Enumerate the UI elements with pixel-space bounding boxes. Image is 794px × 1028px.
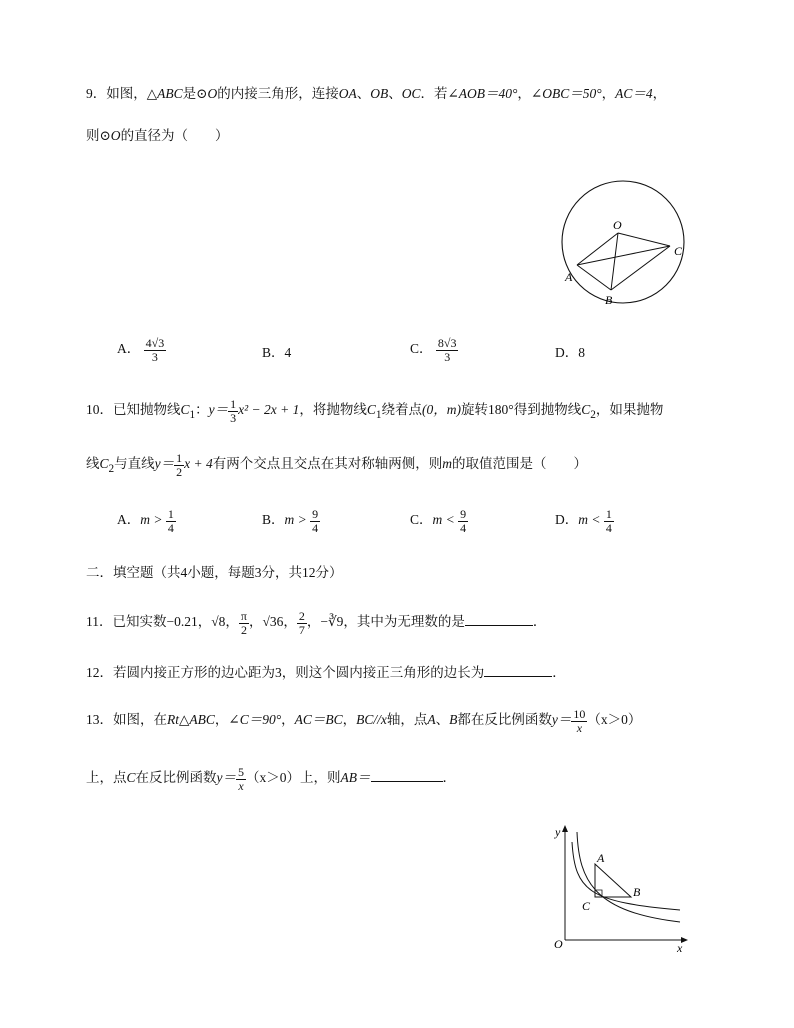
numerator: 8√3: [437, 336, 457, 350]
q13-label-x: x: [677, 941, 683, 955]
q9-text: ．若: [420, 86, 448, 101]
q9-segment-oa: [577, 233, 618, 265]
q10-option-b-fraction: [310, 508, 320, 534]
q9-label-b: B: [605, 293, 613, 307]
numerator: π: [240, 609, 247, 623]
q11-sep: ，: [248, 614, 263, 630]
q10-option-c-fraction: [458, 508, 468, 534]
q9-option-a: [117, 337, 166, 363]
q13-point-c: C: [126, 770, 136, 786]
q10-c2: C: [99, 456, 109, 472]
numerator: 9: [312, 507, 319, 521]
q13-number: 13．: [86, 712, 113, 728]
q9-label-o: O: [613, 218, 622, 232]
q10-y: y＝: [154, 456, 175, 472]
q9-option-d-letter: D．: [555, 345, 579, 360]
q12-end: ．: [552, 665, 566, 680]
q9-text: 的内接三角形，连接: [217, 86, 339, 101]
q13-sep: ，: [342, 712, 357, 728]
q13-answer-blank[interactable]: [371, 769, 443, 782]
section-heading-fill-in: 二．填空题（共4小题，每题3分，共12分）: [86, 565, 343, 580]
q10-text: 已知抛物线: [113, 402, 181, 418]
q9-segment-ob: [611, 233, 618, 290]
q13-fraction-10-x: [571, 708, 587, 734]
q10-point: (0，m): [422, 402, 462, 418]
q9-text: 的直径为（ ）: [120, 128, 229, 143]
q10-text: 绕着点: [381, 402, 423, 418]
q13-condition: （x＞0）: [587, 712, 642, 728]
q13-text: 轴，点: [386, 712, 428, 728]
q9-option-d: [555, 345, 585, 362]
q13-label-a: A: [597, 851, 605, 865]
q10-text: 线: [86, 456, 100, 472]
q13-text: 在反比例函数: [135, 770, 217, 786]
denominator: x: [236, 779, 246, 793]
q10-option-c-letter: C．: [410, 512, 433, 528]
denominator: 3: [230, 410, 237, 425]
q13-sep: 、: [435, 712, 450, 728]
q10-option-a-letter: A．: [117, 512, 141, 528]
q12-answer-blank[interactable]: [484, 664, 552, 677]
q11-sep: ，: [225, 614, 239, 630]
q9-oa: OA: [338, 86, 357, 101]
q9-circle-o: ⊙O: [196, 86, 218, 101]
numerator: 1: [167, 507, 174, 521]
q11-end: ．: [532, 614, 547, 630]
q10-option-a-relation: m >: [140, 512, 163, 528]
q9-label-a: A: [565, 270, 573, 284]
q9-text: 则: [86, 128, 100, 143]
q13-point-b: B: [449, 712, 458, 728]
q9-segment-oc: [618, 233, 670, 246]
q9-sep: ，: [601, 86, 616, 101]
q11-number: 11．: [86, 614, 113, 630]
q13-end: ．: [442, 770, 457, 786]
q9-sep: 、: [356, 86, 371, 101]
q13-right-triangle: Rt△ABC: [167, 712, 215, 728]
q9-angle-aob: ∠AOB＝40°: [447, 86, 518, 101]
q11-text: 已知实数−0.21，: [112, 614, 212, 630]
q9-line2: [86, 128, 229, 145]
q13-label-y: y: [555, 825, 561, 839]
q11-sep: ，: [283, 614, 297, 630]
q9-option-b-letter: B．: [262, 345, 285, 360]
q13-angle-c: ∠C＝90°: [228, 712, 282, 728]
denominator: 7: [298, 622, 305, 637]
q13-graph-figure: [535, 822, 695, 957]
denominator: 2: [176, 464, 183, 479]
q12-text: 若圆内接正方形的边心距为3，则这个圆内接正三角形的边长为: [113, 665, 485, 680]
q10-text: ，如果抛物: [595, 402, 664, 418]
q9-option-d-value: 8: [578, 345, 585, 360]
q11-line: [86, 610, 546, 636]
q10-text: 的取值范围是（ ）: [452, 456, 587, 472]
q9-option-a-letter: A．: [117, 341, 141, 357]
q10-y: y＝: [208, 402, 229, 418]
q9-sep: ，: [517, 86, 531, 101]
q9-segment-ac: [577, 246, 670, 265]
q10-c2: C: [581, 402, 591, 418]
q10-option-b: [262, 508, 320, 534]
q10-fraction-1-2: [174, 452, 184, 478]
q13-text: 如图，在: [113, 712, 167, 728]
denominator: 3: [436, 350, 459, 364]
q13-text: 上，点: [86, 770, 127, 786]
q10-c1-sub: 1: [189, 408, 196, 421]
q9-abc: ABC: [157, 86, 183, 101]
q10-option-d: [555, 508, 614, 534]
q9-circle-o: ⊙O: [99, 128, 121, 143]
denominator: x: [571, 721, 587, 735]
q10-fraction-1-3: [228, 398, 238, 424]
q13-bc-parallel-x: BC//x: [356, 712, 387, 728]
q9-circle: [562, 181, 684, 303]
q13-sep: ，: [281, 712, 295, 728]
q10-line2: [86, 452, 587, 478]
q9-sep: ，: [652, 86, 667, 101]
q10-line1: [86, 398, 663, 424]
q10-option-b-relation: m >: [284, 512, 307, 528]
q11-fraction-pi-2: [239, 610, 249, 636]
q13-y: y＝: [216, 770, 237, 786]
q10-expression: x + 4: [184, 456, 213, 472]
numerator: 10: [573, 707, 586, 721]
q9-option-c: [410, 337, 458, 363]
q10-text: ：: [195, 402, 209, 418]
q9-text: 如图，: [106, 86, 147, 101]
q10-option-a-fraction: [166, 508, 176, 534]
q9-label-c: C: [674, 244, 683, 258]
q11-answer-blank[interactable]: [465, 613, 533, 626]
q13-text: 都在反比例函数: [457, 712, 552, 728]
q10-c1: C: [366, 402, 376, 418]
numerator: 1: [605, 507, 612, 521]
q13-label-o: O: [554, 937, 563, 951]
q10-option-d-relation: m <: [578, 512, 601, 528]
q10-expression: x² − 2x + 1: [238, 402, 300, 418]
q10-option-a: [117, 508, 176, 534]
q13-label-c: C: [582, 899, 591, 913]
q10-m: m: [442, 456, 452, 472]
q10-text: 有两个交点且交点在其对称轴两侧，则: [212, 456, 443, 472]
q10-number: 10．: [86, 402, 113, 418]
q9-number: 9．: [86, 86, 107, 101]
q10-option-c: [410, 508, 468, 534]
numerator: 5: [238, 765, 245, 779]
q13-ac-eq-bc: AC＝BC: [294, 712, 343, 728]
q11-sqrt8: √8: [211, 614, 226, 630]
q10-text: 与直线: [114, 456, 155, 472]
q13-y: y＝: [551, 712, 572, 728]
q10-option-b-letter: B．: [262, 512, 285, 528]
q9-line1: [86, 86, 666, 103]
q9-option-b: [262, 345, 291, 362]
q9-angle-obc: ∠OBC＝50°: [530, 86, 602, 101]
q11-sep: ，: [306, 614, 321, 630]
q10-c1: C: [180, 402, 190, 418]
q10-option-d-fraction: [604, 508, 614, 534]
q13-line2: [86, 766, 456, 792]
q12-line: [86, 664, 566, 682]
q9-option-c-fraction: [436, 337, 459, 363]
q9-ob: OB: [370, 86, 389, 101]
q9-oc: OC: [401, 86, 421, 101]
q9-sep: 、: [388, 86, 402, 101]
numerator: 2: [298, 609, 305, 623]
q13-condition: （x＞0）: [246, 770, 301, 786]
q9-segment-ab: [577, 265, 611, 290]
numerator: 1: [176, 451, 183, 465]
q10-option-d-letter: D．: [555, 512, 579, 528]
q9-circle-figure: [555, 180, 705, 320]
q11-text: ，其中为无理数的是: [343, 614, 465, 630]
denominator: 4: [312, 520, 319, 535]
q9-text: 是: [182, 86, 197, 101]
q9-segment-bc: [611, 246, 670, 290]
numerator: 4√3: [145, 336, 165, 350]
q13-text: 上，则: [300, 770, 341, 786]
denominator: 4: [605, 520, 612, 535]
q13-line1: [86, 708, 641, 734]
q10-c2-sub: 2: [108, 462, 115, 475]
denominator: 3: [144, 350, 167, 364]
q13-label-b: B: [633, 885, 641, 899]
q9-triangle-symbol: △: [146, 86, 158, 101]
q11-cbrt9: −∛9: [320, 614, 344, 630]
q9-ac: AC＝4: [615, 86, 653, 101]
q13-fraction-5-x: [236, 766, 246, 792]
denominator: 4: [460, 520, 467, 535]
q9-option-a-fraction: [144, 337, 167, 363]
q10-text: ，将抛物线: [299, 402, 367, 418]
q9-option-c-letter: C．: [410, 341, 433, 357]
q10-option-c-relation: m <: [432, 512, 455, 528]
q13-ab: AB＝: [340, 770, 371, 786]
q13-sep: ，: [214, 712, 229, 728]
q11-fraction-2-7: [297, 610, 307, 636]
q10-text: 旋转180°得到抛物线: [461, 402, 582, 418]
numerator: 9: [460, 507, 467, 521]
q10-c1-sub: 1: [375, 408, 382, 421]
denominator: 4: [167, 520, 174, 535]
q11-sqrt36: √36: [262, 614, 284, 630]
q13-triangle-abc: [595, 864, 631, 897]
q9-option-b-value: 4: [284, 345, 292, 360]
q12-number: 12．: [86, 665, 113, 680]
denominator: 2: [239, 623, 249, 637]
numerator: 1: [230, 397, 237, 411]
q13-point-a: A: [427, 712, 436, 728]
q10-c2-sub: 2: [590, 408, 596, 421]
